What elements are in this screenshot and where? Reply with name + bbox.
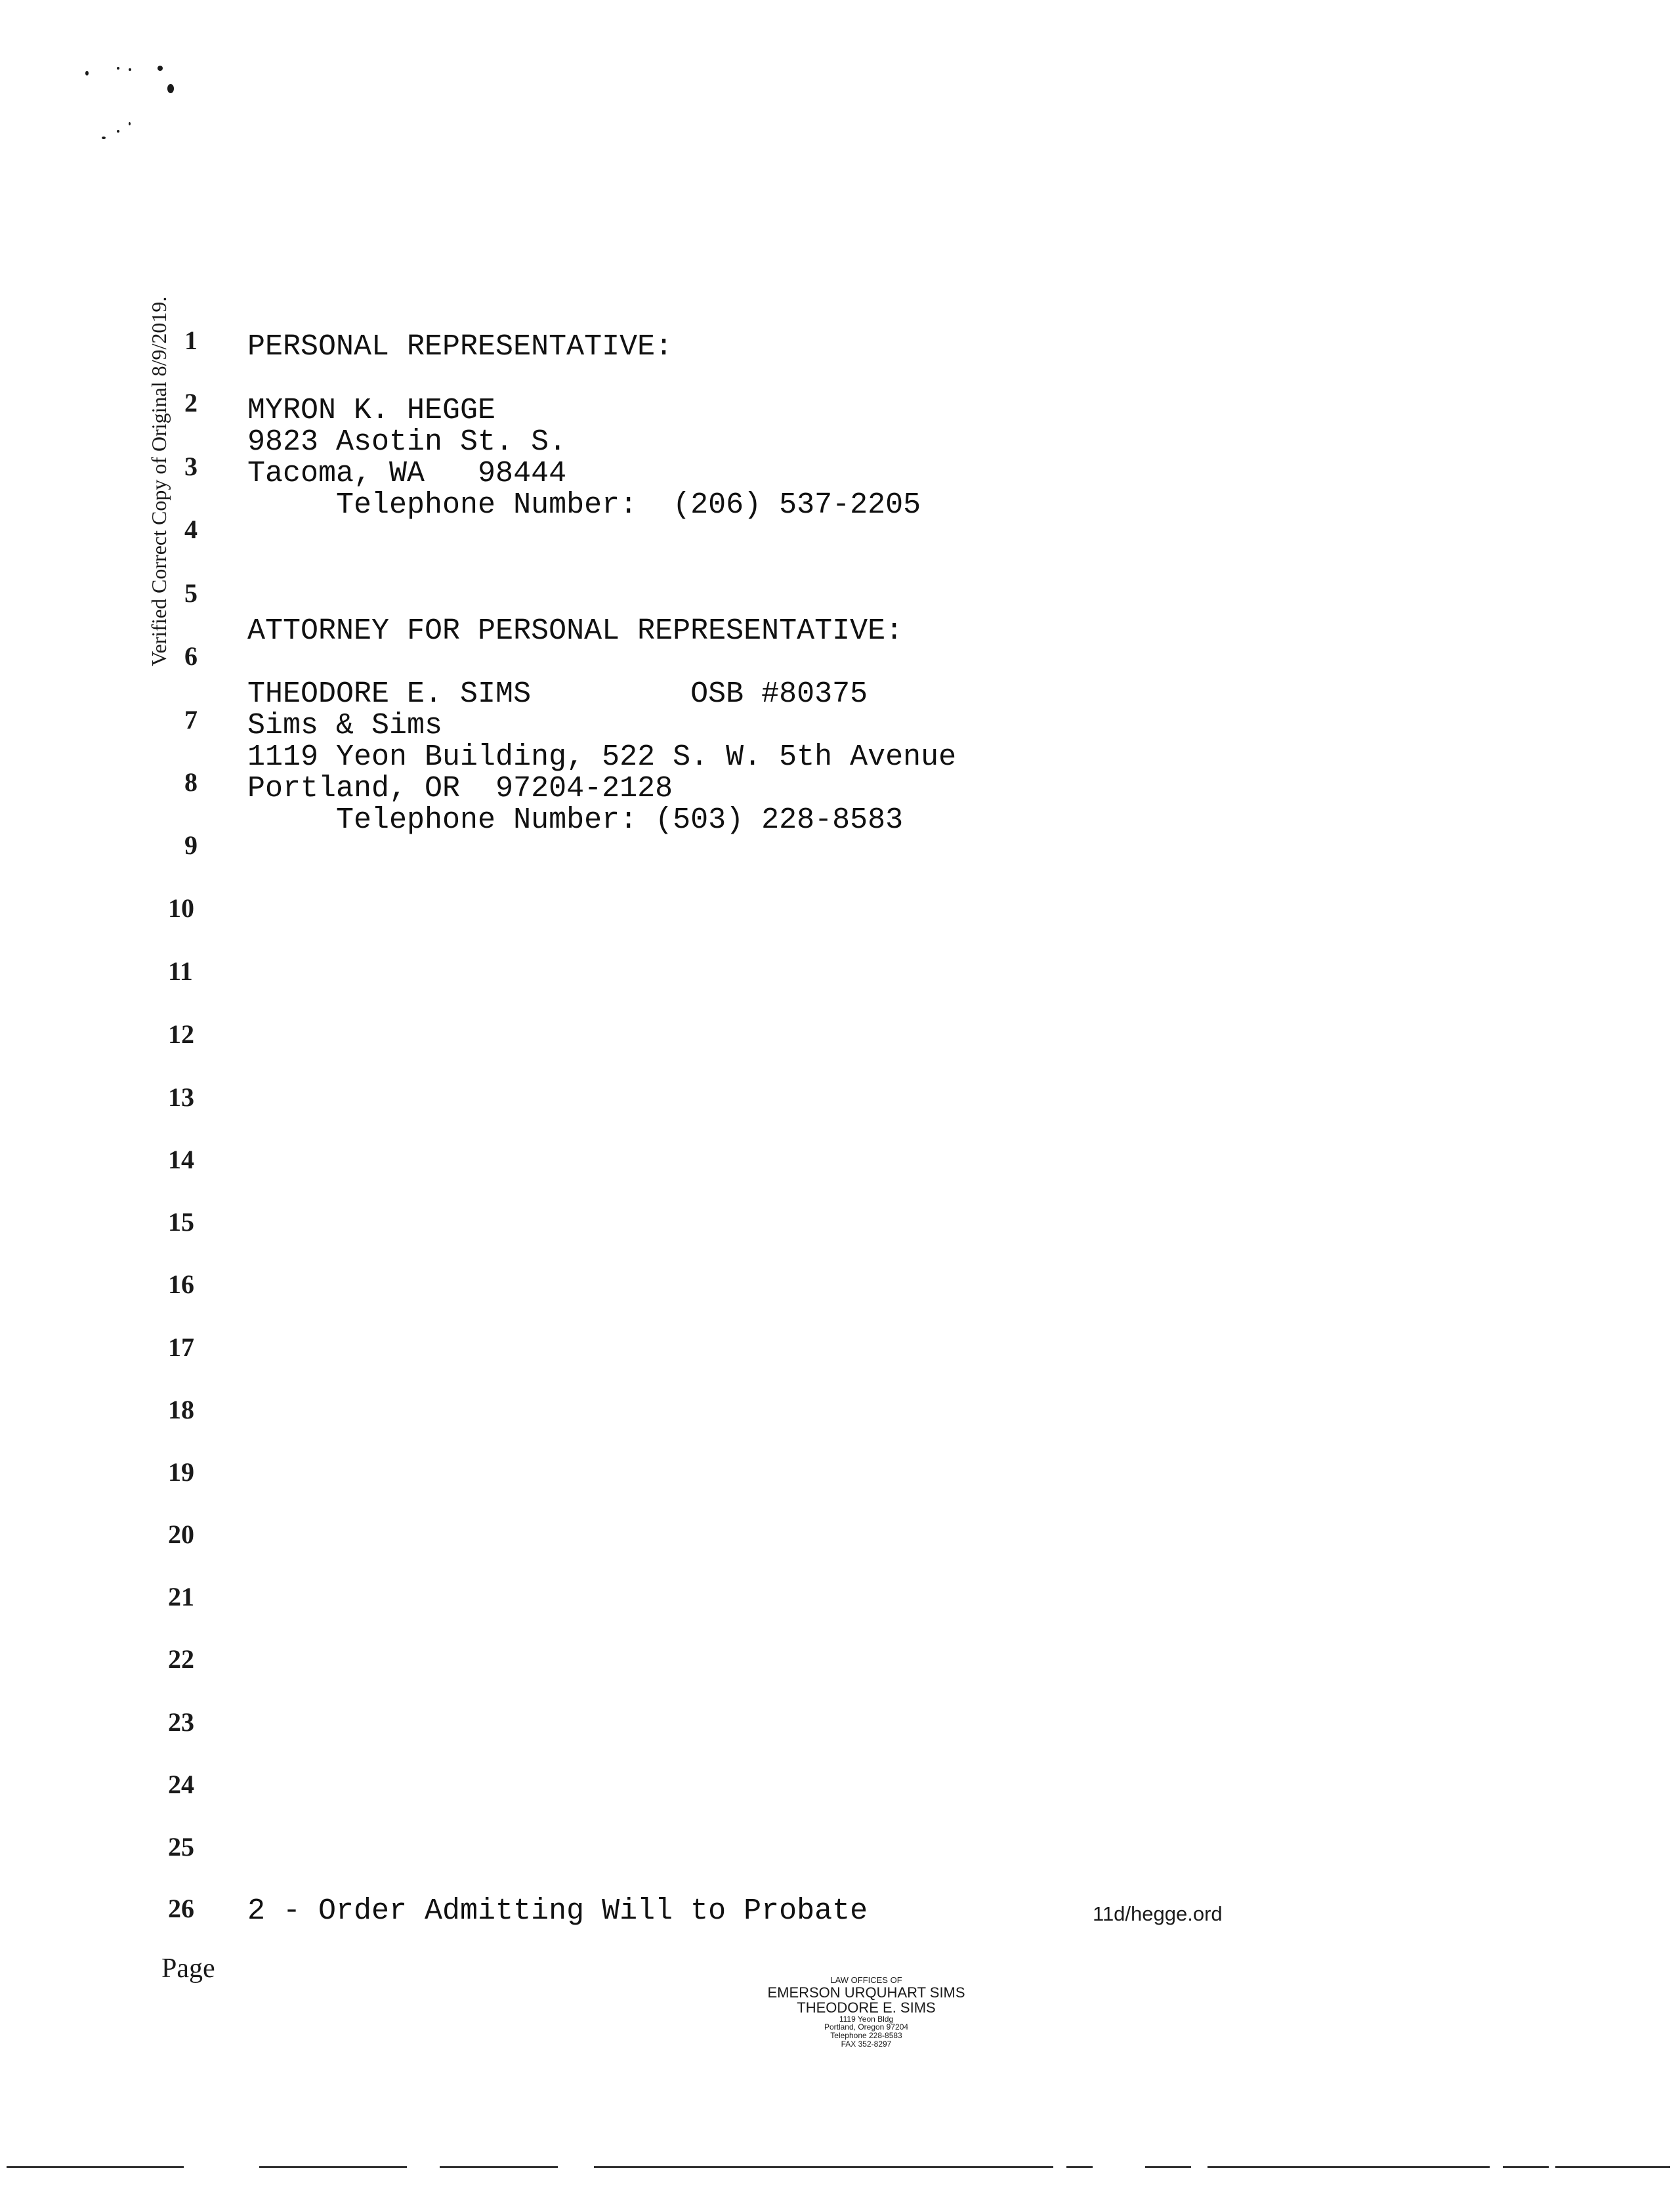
attorney-firm: Sims & Sims: [247, 709, 443, 742]
line-number: 22: [168, 1644, 194, 1674]
line-number: 6: [184, 641, 198, 671]
line-number: 14: [168, 1145, 194, 1174]
verification-stamp: Verified Correct Copy of Original 8/9/2019.: [147, 296, 171, 666]
attorney-city: Portland, OR 97204-2128: [247, 772, 673, 805]
personal-representative-name: MYRON K. HEGGE: [247, 394, 496, 427]
personal-representative-telephone: Telephone Number: (206) 537-2205: [247, 488, 921, 522]
attorney-telephone: Telephone Number: (503) 228-8583: [247, 803, 904, 837]
scan-speck: [85, 71, 89, 75]
personal-representative-city: Tacoma, WA 98444: [247, 457, 567, 490]
line-number: 10: [168, 893, 194, 923]
line-number: 18: [168, 1395, 194, 1424]
line-number: 25: [168, 1832, 194, 1862]
line-number: 11: [168, 956, 193, 986]
line-number: 4: [184, 515, 198, 544]
line-number: 20: [168, 1520, 194, 1549]
personal-representative-heading: PERSONAL REPRESENTATIVE:: [247, 330, 673, 364]
line-number: 16: [168, 1269, 194, 1299]
attorney-heading: ATTORNEY FOR PERSONAL REPRESENTATIVE:: [247, 614, 904, 648]
letterhead-firm-name: EMERSON URQUHART SIMS: [767, 1984, 965, 2001]
line-number: 9: [184, 830, 198, 860]
personal-representative-street: 9823 Asotin St. S.: [247, 425, 567, 459]
scan-speck: [129, 122, 131, 125]
line-number: 13: [168, 1082, 194, 1112]
document-reference: 11d/hegge.ord: [1093, 1902, 1223, 1925]
law-office-letterhead: [709, 1976, 1024, 2048]
line-number: 21: [168, 1582, 194, 1611]
letterhead-telephone: Telephone 228-8583: [830, 2031, 902, 2041]
scan-speck: [102, 137, 106, 139]
document-title-footer: 2 - Order Admitting Will to Probate: [247, 1894, 868, 1928]
line-number: 26: [168, 1894, 194, 1923]
line-number: 8: [184, 767, 198, 797]
line-number: 15: [168, 1207, 194, 1237]
attorney-name: THEODORE E. SIMS OSB #80375: [247, 677, 868, 711]
line-number: 5: [184, 578, 198, 608]
line-number: 17: [168, 1332, 194, 1362]
line-number: 23: [168, 1707, 194, 1737]
letterhead-city: Portland, Oregon 97204: [824, 2022, 909, 2032]
line-number: 1: [184, 326, 198, 355]
line-number: 19: [168, 1457, 194, 1487]
letterhead-building: 1119 Yeon Bldg: [839, 2014, 894, 2024]
scan-speck: [117, 130, 119, 133]
letterhead-law-offices: LAW OFFICES OF: [830, 1975, 902, 1985]
scan-speck: [167, 84, 174, 93]
letterhead-fax: FAX 352-8297: [841, 2039, 892, 2049]
line-number: 7: [184, 705, 198, 735]
scan-speck: [158, 66, 163, 71]
attorney-address: 1119 Yeon Building, 522 S. W. 5th Avenue: [247, 740, 957, 774]
line-number: 2: [184, 388, 198, 417]
letterhead-attorney: THEODORE E. SIMS: [797, 1999, 936, 2016]
line-number: 24: [168, 1770, 194, 1799]
line-number: 12: [168, 1019, 194, 1049]
page-label: Page: [161, 1953, 215, 1984]
scan-speck: [117, 67, 119, 70]
scan-speck: [129, 68, 131, 71]
line-number: 3: [184, 452, 198, 481]
